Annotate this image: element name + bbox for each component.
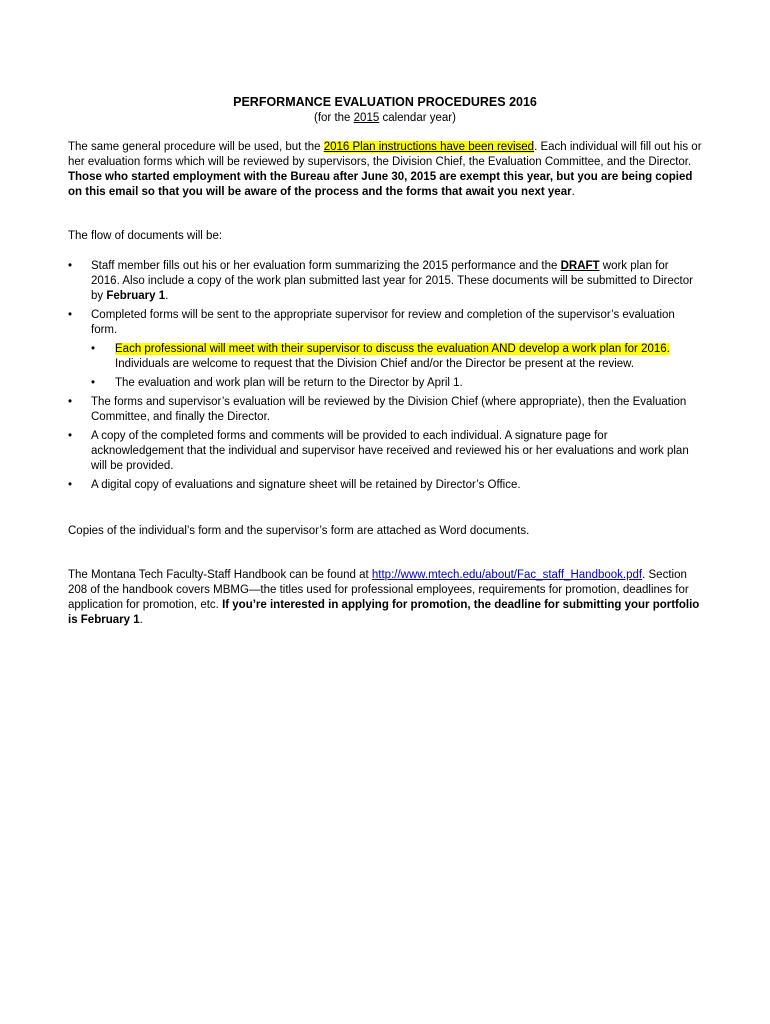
list-item <box>91 376 698 391</box>
handbook-text-1: The Montana Tech Faculty-Staff Handbook can be found at <box>68 569 372 581</box>
handbook-bold-note: If you’re interested in applying for promotion, the deadline for submitting your portfolio is February 1 <box>68 599 700 626</box>
bullet-glyph: • <box>68 309 73 321</box>
list-item <box>91 342 698 372</box>
handbook-text-3: . <box>139 614 143 626</box>
bullet-4-text: A copy of the completed forms and comments will be provided to each individual. A signature page for acknowledgement that the individual and supervisor have received and reviewed his or her evaluations and work plan will be provided. <box>91 430 689 472</box>
subtitle-year: 2015 <box>353 112 380 124</box>
intro-bold-note: Those who started employment with the Bureau after June 30, 2015 are exempt this year, but you are being copied on this email so that you will be aware of the process and the forms that await you next year <box>68 171 693 198</box>
copies-note: Copies of the individual’s form and the supervisor’s form are attached as Word documents. <box>68 525 530 537</box>
bullet-2-text: Completed forms will be sent to the appropriate supervisor for review and completion of the supervisor’s evaluation form. <box>91 309 675 336</box>
sub-bullet-1-text: Individuals are welcome to request that the Division Chief and/or the Director be present at the review. <box>115 358 635 370</box>
list-item <box>68 429 698 474</box>
subtitle-pre: (for the <box>314 112 354 124</box>
flow-label: The flow of documents will be: <box>68 230 223 242</box>
bullet-1-text-2: work plan for 2016. Also include a copy of the work plan submitted last year for 2015. These documents will be submitted to Director by <box>91 260 693 302</box>
subtitle-post: calendar year) <box>379 112 456 124</box>
flow-list <box>68 259 698 497</box>
intro-highlight: 2016 Plan instructions have been revised <box>323 141 535 153</box>
handbook-text-2: . Section 208 of the handbook covers MBMG—the titles used for professional employees, requirements for promotion, deadlines for application for promotion, etc. <box>68 569 689 611</box>
intro-text-3: . <box>571 186 575 198</box>
bullet-glyph: • <box>68 260 73 272</box>
bullet-glyph: • <box>91 377 96 389</box>
intro-paragraph <box>68 140 708 200</box>
intro-text-2: . Each individual will fill out his or her evaluation forms which will be reviewed by supervisors, the Division Chief, the Evaluation Committee, and the Director. <box>68 141 702 168</box>
list-item <box>68 259 698 304</box>
handbook-paragraph <box>68 568 704 628</box>
sub-bullet-2-text: The evaluation and work plan will be return to the Director by April 1. <box>115 377 463 389</box>
intro-text-1: The same general procedure will be used, but the <box>68 141 324 153</box>
bullet-glyph: • <box>68 396 73 408</box>
sub-list <box>91 342 698 391</box>
list-item <box>68 478 698 493</box>
bullet-1-text-1: Staff member fills out his or her evaluation form summarizing the 2015 performance and the <box>91 260 561 272</box>
bullet-3-text: The forms and supervisor’s evaluation will be reviewed by the Division Chief (where appropriate), then the Evaluation Committee, and finally the Director. <box>91 396 687 423</box>
list-item <box>68 395 698 425</box>
list-item <box>68 308 698 391</box>
bullet-glyph: • <box>68 479 73 491</box>
document-subtitle <box>0 111 770 125</box>
bullet-5-text: A digital copy of evaluations and signature sheet will be retained by Director’s Office. <box>91 479 521 491</box>
bullet-glyph: • <box>91 343 96 355</box>
document-title: PERFORMANCE EVALUATION PROCEDURES 2016 <box>233 95 537 109</box>
bullet-1-text-3: . <box>165 290 169 302</box>
bullet-glyph: • <box>68 430 73 442</box>
handbook-link[interactable]: http://www.mtech.edu/about/Fac_staff_Handbook.pdf <box>371 569 643 581</box>
sub-bullet-1-highlight: Each professional will meet with their supervisor to discuss the evaluation AND develop a work plan for 2016. <box>115 343 670 355</box>
bullet-1-bold: February 1 <box>106 290 166 302</box>
bullet-1-draft: DRAFT <box>560 260 600 272</box>
